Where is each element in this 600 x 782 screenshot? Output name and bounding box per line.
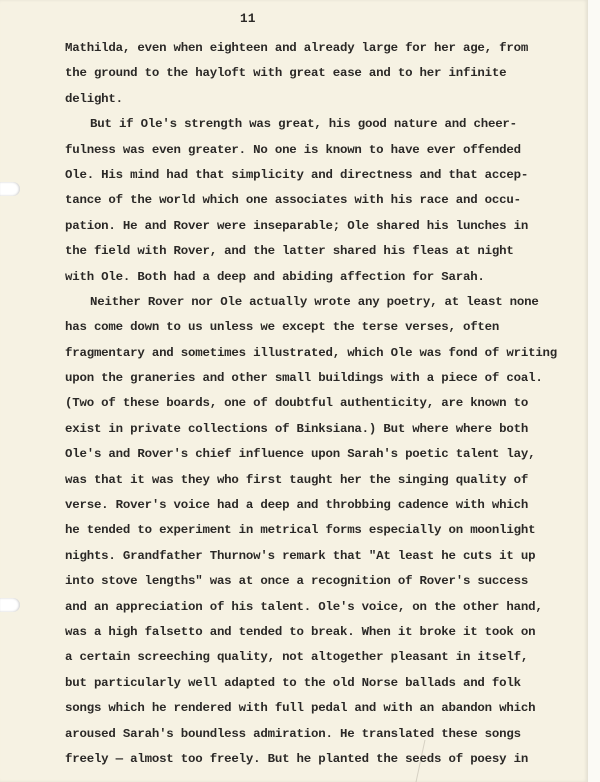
text-line: nights. Grandfather Thurnow's remark that "At least he cuts it up bbox=[65, 548, 536, 563]
text-line: and an appreciation of his talent. Ole's voice, on the other hand, bbox=[65, 599, 543, 614]
text-line: upon the graneries and other small buildings with a piece of coal. bbox=[65, 371, 543, 386]
page-edge bbox=[588, 0, 600, 782]
text-line: has come down to us unless we except the terse verses, often bbox=[65, 320, 500, 335]
text-line: exist in private collections of Binksiana.) But where where both bbox=[65, 421, 529, 436]
text-line: (Two of these boards, one of doubtful authenticity, are known to bbox=[65, 396, 529, 411]
text-line: delight. bbox=[65, 91, 123, 106]
text-line: Ole's and Rover's chief influence upon Sarah's poetic talent lay, bbox=[65, 447, 536, 462]
text-line: verse. Rover's voice had a deep and throbbing cadence with which bbox=[65, 498, 529, 513]
text-line: Ole. His mind had that simplicity and directness and that accep- bbox=[65, 167, 529, 182]
text-line: freely — almost too freely. But he planted the seeds of poesy in bbox=[65, 751, 529, 766]
text-line: fragmentary and sometimes illustrated, which Ole was fond of writing bbox=[65, 345, 558, 360]
text-line: but particularly well adapted to the old Norse ballads and folk bbox=[65, 675, 521, 690]
text-line: But if Ole's strength was great, his good nature and cheer- bbox=[90, 117, 517, 132]
text-line: Mathilda, even when eighteen and already large for her age, from bbox=[65, 41, 529, 55]
text-line: fulness was even greater. No one is known to have ever offended bbox=[65, 142, 521, 157]
pencil-mark bbox=[416, 740, 486, 782]
text-line: the field with Rover, and the latter shared his fleas at night bbox=[65, 244, 514, 259]
punch-hole-lower bbox=[0, 598, 20, 612]
punch-hole-upper bbox=[0, 182, 20, 196]
text-line: songs which he rendered with full pedal and with an abandon which bbox=[65, 701, 536, 716]
text-line: pation. He and Rover were inseparable; Ole shared his lunches in bbox=[65, 218, 529, 233]
text-line: he tended to experiment in metrical forms especially on moonlight bbox=[65, 523, 536, 538]
text-line: tance of the world which one associates with his race and occu- bbox=[65, 193, 521, 208]
page-number: 11 bbox=[240, 12, 256, 26]
text-line: aroused Sarah's boundless admiration. He translated these songs bbox=[65, 726, 521, 741]
text-line: the ground to the hayloft with great ease and to her infinite bbox=[65, 66, 507, 81]
body-text bbox=[65, 36, 585, 772]
text-line: with Ole. Both had a deep and abiding affection for Sarah. bbox=[65, 269, 485, 284]
text-line: into stove lengths" was at once a recognition of Rover's success bbox=[65, 574, 529, 589]
text-line: Neither Rover nor Ole actually wrote any poetry, at least none bbox=[90, 294, 539, 309]
text-line: a certain screeching quality, not altogether pleasant in itself, bbox=[65, 650, 529, 665]
text-line: was a high falsetto and tended to break. When it broke it took on bbox=[65, 624, 536, 639]
text-line: was that it was they who first taught her the singing quality of bbox=[65, 472, 529, 487]
